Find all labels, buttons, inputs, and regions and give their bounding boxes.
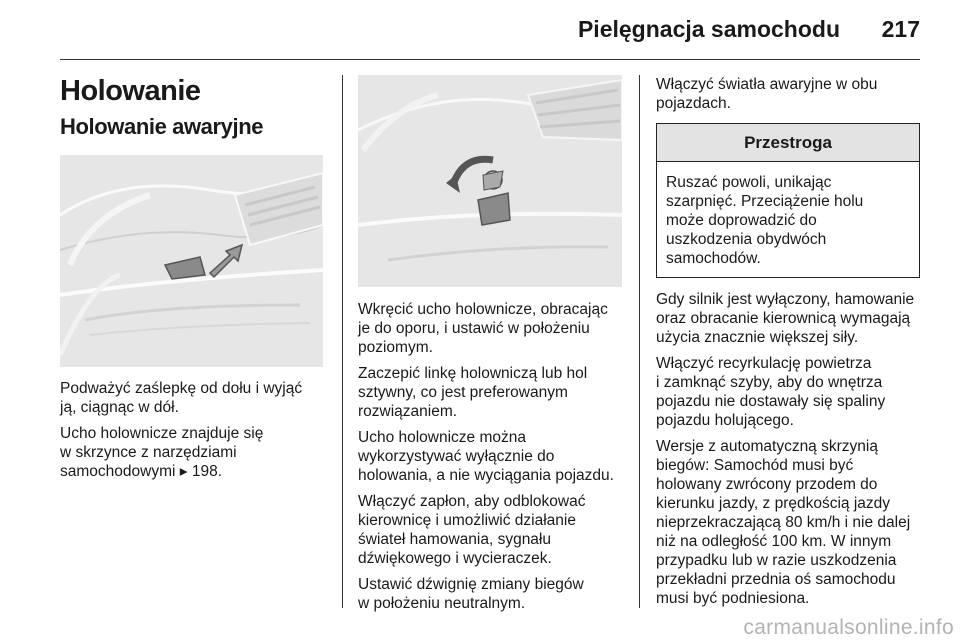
section-subheading: Holowanie awaryjne — [60, 114, 264, 139]
header-title: Pielęgnacja samochodu — [577, 16, 840, 42]
column-divider-1 — [342, 75, 343, 608]
towing-eye-location: Ucho holownicze znajduje się w skrzynce z narzędziami samochodowymi — [60, 425, 264, 480]
instruction-paragraph: Włączyć recyrkulację powietrza i zamknąć szyby, aby do wnętrza pojazdu nie dostawały się spaliny pojazdu holującego. — [656, 355, 886, 429]
towing-eye-illustration — [358, 75, 622, 287]
towing-eye-location-text — [60, 424, 326, 481]
header-rule — [60, 59, 920, 60]
page-header — [0, 0, 960, 62]
watermark: carmanualsonline.info — [743, 616, 954, 639]
instruction-paragraph: Gdy silnik jest wyłączony, hamowanie oraz obracanie kierownicą wymagają użycia znacznie większej siły. — [656, 291, 915, 346]
bumper-cap-illustration — [60, 155, 323, 367]
page-reference: 198. — [191, 463, 223, 480]
instruction-paragraph: Ustawić dźwignię zmiany biegów w położeniu neutralnym. — [358, 576, 584, 612]
warning-box — [656, 123, 920, 278]
page-number: 217 — [881, 16, 920, 42]
instruction-paragraph: Wkręcić ucho holownicze, obracając je do oporu, i ustawić w położeniu poziomym. — [358, 301, 608, 356]
instruction-remove-cap: Podważyć zaślepkę od dołu i wyjąć ją, ciągnąc w dół. — [60, 380, 303, 416]
column-1 — [60, 75, 326, 488]
instruction-paragraph: Wersje z automatyczną skrzynią biegów: Samochód musi być holowany zwrócony przodem do kierunku jazdy, z prędkością jazdy nieprzekraczającą 80 km/h i nie dalej niż na odległość 100 km. W innym przypadku lub w razie uszkodzenia przekładni przednia oś samochodu musi być podniesiona. — [656, 438, 911, 607]
instruction-paragraph: Włączyć zapłon, aby odblokować kierownicę i umożliwić działanie świateł hamowania, sygnału dźwiękowego i wycieraczek. — [358, 493, 586, 567]
instruction-paragraph: Zaczepić linkę holowniczą lub hol sztywny, co jest preferowanym rozwiązaniem. — [358, 365, 588, 420]
column-2 — [358, 75, 623, 620]
column-3 — [656, 75, 922, 615]
instruction-paragraph: Ucho holownicze można wykorzystywać wyłącznie do holowania, a nie wyciągania pojazdu. — [358, 429, 614, 484]
page-reference-icon: ▸ — [179, 463, 188, 480]
column-divider-2 — [639, 75, 640, 608]
hazard-lights-instruction: Włączyć światła awaryjne w obu pojazdach. — [656, 76, 878, 112]
warning-title: Przestroga — [657, 124, 919, 162]
section-heading: Holowanie — [60, 75, 201, 107]
warning-body: Ruszać powoli, unikając szarpnięć. Przeciążenie holu może doprowadzić do uszkodzenia obydwóch samochodów. — [666, 174, 864, 267]
